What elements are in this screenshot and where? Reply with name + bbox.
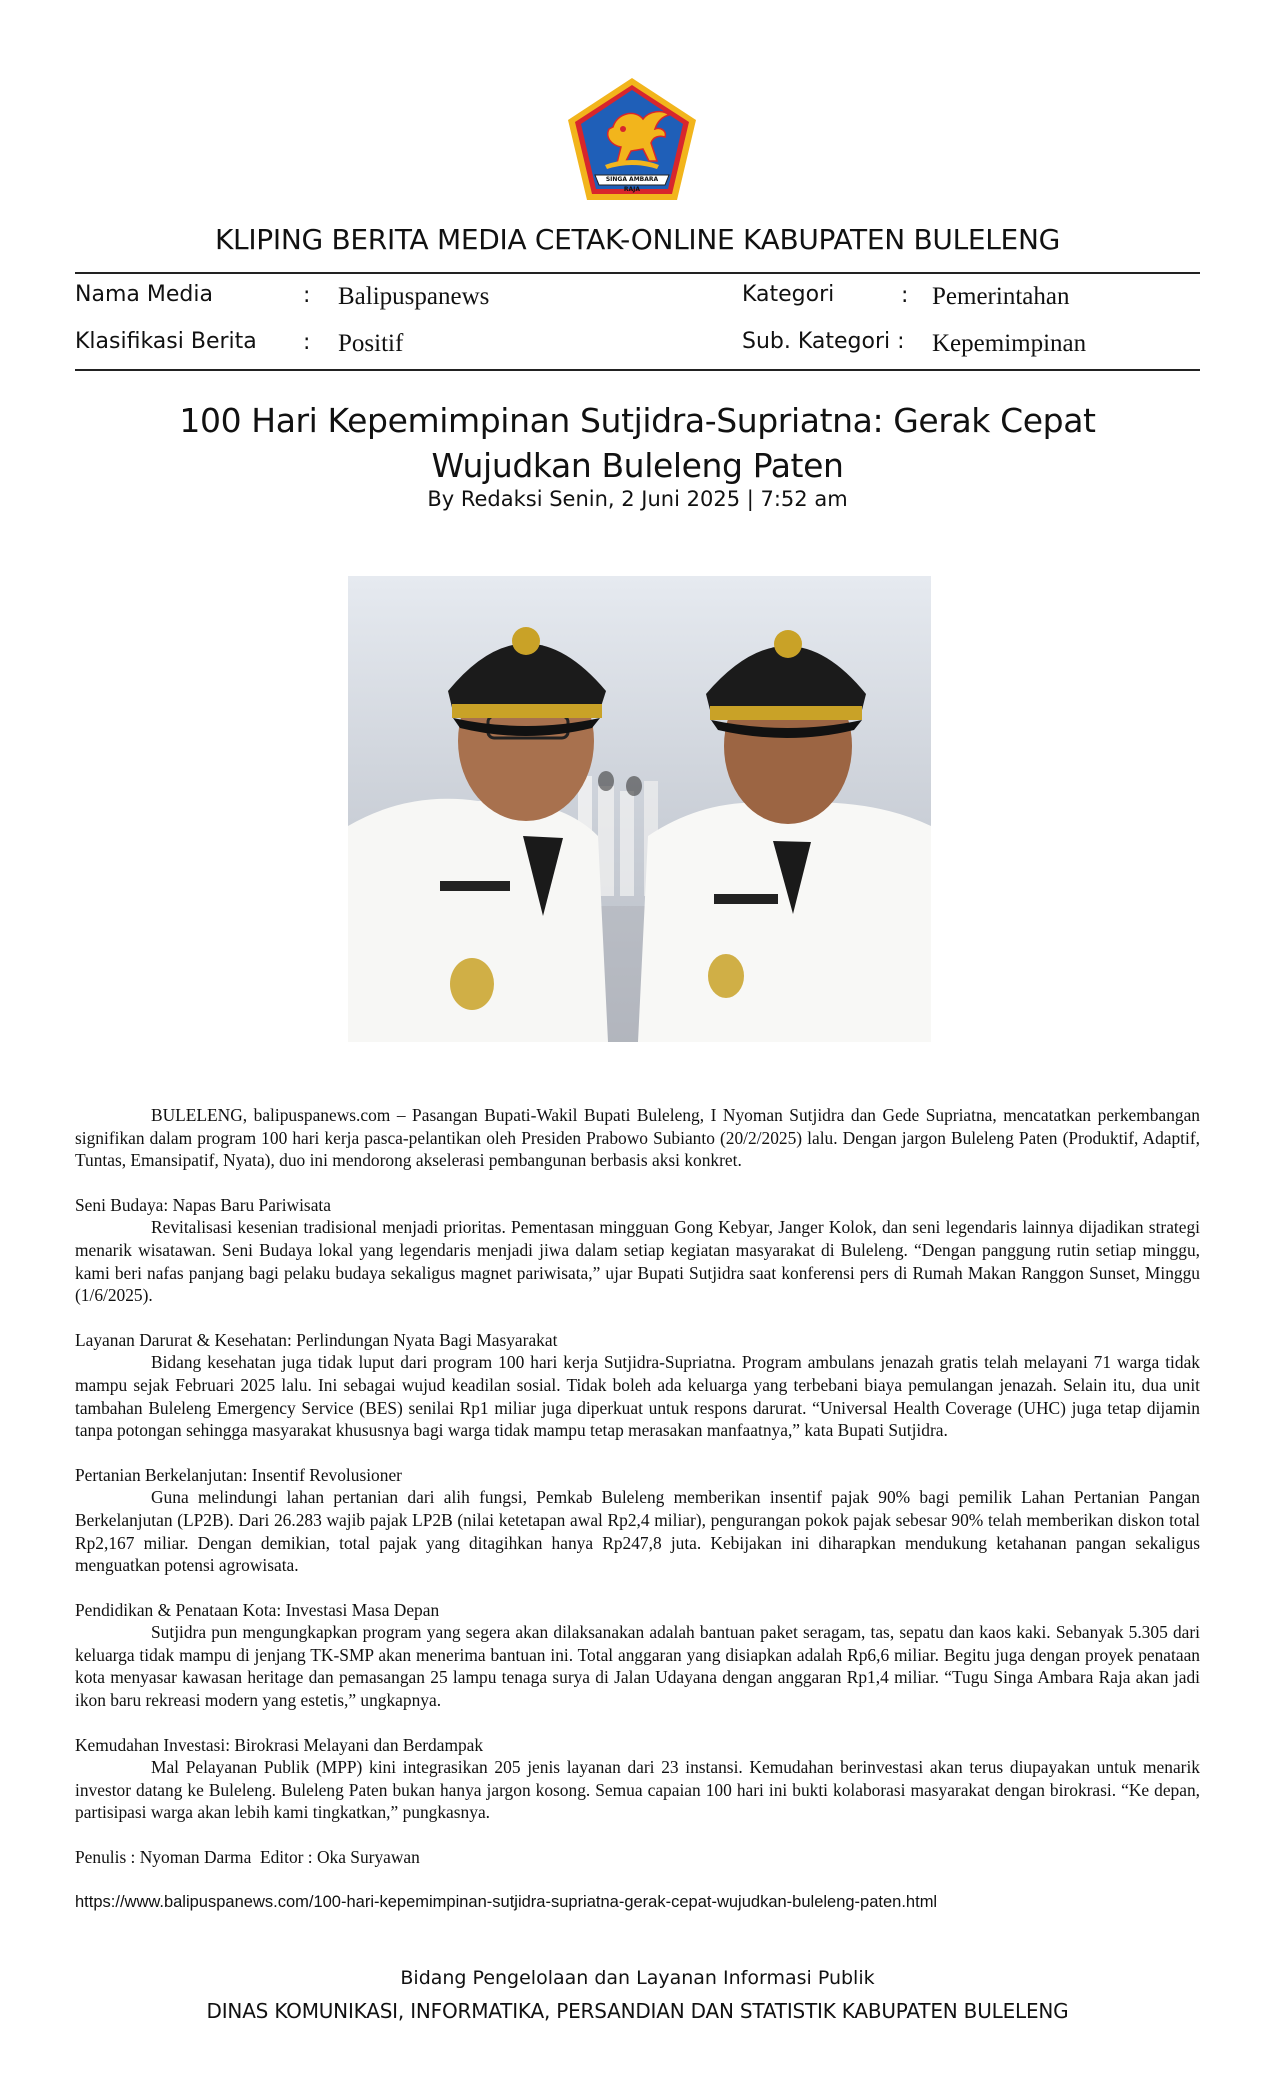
section-paragraph: Revitalisasi kesenian tradisional menjadi prioritas. Pementasan mingguan Gong Kebyar, Janger Kolok, dan seni legendaris lainnya dijadikan strategi menarik wisatawan. Seni Budaya lokal yang legendaris menjadi jiwa dalam setiap kegiatan masyarakat di Buleleng. “Dengan panggung rutin setiap minggu, kami beri nafas panjang bagi pelaku budaya sekaligus magnet pariwisata,” ujar Bupati Sutjidra saat konferensi pers di Rumah Makan Ranggon Sunset, Minggu (1/6/2025).	[75, 1217, 1200, 1306]
section-heading: Pertanian Berkelanjutan: Insentif Revolusioner	[75, 1464, 402, 1485]
footer-department: Bidang Pengelolaan dan Layanan Informasi Publik	[400, 1967, 875, 1989]
article-byline: By Redaksi Senin, 2 Juni 2025 | 7:52 am	[427, 487, 848, 511]
classification-label: Klasifikasi Berita	[75, 329, 257, 354]
subcategory-label: Sub. Kategori :	[742, 329, 905, 354]
category-colon: :	[901, 283, 909, 308]
section-heading: Kemudahan Investasi: Birokrasi Melayani dan Berdampak	[75, 1734, 484, 1755]
subcategory-value: Kepemimpinan	[932, 330, 1087, 357]
section-paragraph: Mal Pelayanan Publik (MPP) kini integrasikan 205 jenis layanan dari 23 instansi. Kemudahan berinvestasi akan terus diupayakan untuk menarik investor datang ke Buleleng. Buleleng Paten bukan hanya jargon kosong. Semua capaian 100 hari ini bukti kolaborasi masyarakat dengan birokrasi. “Ke depan, partisipasi warga akan lebih kami tingkatkan,” pungkasnya.	[75, 1757, 1200, 1823]
section-heading: Seni Budaya: Napas Baru Pariwisata	[75, 1194, 331, 1215]
category-value: Pemerintahan	[932, 283, 1070, 310]
media-name-value: Balipuspanews	[338, 283, 490, 310]
classification-colon: :	[303, 330, 311, 355]
header-divider-bottom	[75, 369, 1200, 371]
footer-agency: DINAS KOMUNIKASI, INFORMATIKA, PERSANDIAN DAN STATISTIK KABUPATEN BULELENG	[206, 1999, 1069, 2023]
officials-photo-icon	[348, 576, 931, 1042]
media-name-colon: :	[303, 283, 311, 308]
section-paragraph: Guna melindungi lahan pertanian dari alih fungsi, Pemkab Buleleng memberikan insentif pajak 90% bagi pemilik Lahan Pertanian Pangan Berkelanjutan (LP2B). Dari 26.283 wajib pajak LP2B (nilai ketetapan awal Rp2,4 miliar), pengurangan pokok pajak sebesar 90% telah memberikan diskon total Rp2,167 miliar. Dengan demikian, total pajak yang ditagihkan hanya Rp247,8 juta. Kebijakan ini diharapkan mendukung ketahanan pangan sekaligus menguatkan potensi agrowisata.	[75, 1487, 1200, 1576]
article-credits: Penulis : Nyoman Darma Editor : Oka Suryawan	[75, 1847, 420, 1868]
section-heading: Pendidikan & Penataan Kota: Investasi Masa Depan	[75, 1599, 440, 1620]
section-paragraph: Bidang kesehatan juga tidak luput dari program 100 hari kerja Sutjidra-Supriatna. Program ambulans jenazah gratis telah melayani 71 warga tidak mampu sejak Februari 2025 lalu. Ini sebagai wujud keadilan sosial. Tidak boleh ada keluarga yang terbebani biaya pemulangan jenazah. Selain itu, dua unit tambahan Buleleng Emergency Service (BES) senilai Rp1 miliar juga diperkuat untuk respons darurat. “Universal Health Coverage (UHC) juga tetap dijamin tanpa potongan sehingga masyarakat khususnya bagi warga tidak mampu tetap merasakan manfaatnya,” kata Bupati Sutjidra.	[75, 1352, 1200, 1441]
article-source-url[interactable]: https://www.balipuspanews.com/100-hari-kepemimpinan-sutjidra-supriatna-gerak-cepat-wujudkan-buleleng-paten.html	[75, 1892, 938, 1911]
media-name-label: Nama Media	[75, 282, 213, 307]
section-heading: Layanan Darurat & Kesehatan: Perlindungan Nyata Bagi Masyarakat	[75, 1329, 558, 1350]
clipping-header-title: KLIPING BERITA MEDIA CETAK-ONLINE KABUPATEN BULELENG	[214, 223, 1060, 256]
section-paragraph: Sutjidra pun mengungkapkan program yang segera akan dilaksanakan adalah bantuan paket seragam, tas, sepatu dan kaos kaki. Sebanyak 5.305 dari keluarga tidak mampu di jenjang TK-SMP akan menerima bantuan ini. Total anggaran yang disiapkan adalah Rp6,6 miliar. Begitu juga dengan proyek penataan kota menyasar kawasan heritage dan pemasangan 25 lampu tenaga surya di Jalan Udayana dengan anggaran Rp1,4 miliar. “Tugu Singa Ambara Raja akan jadi ikon baru rekreasi modern yang estetis,” ungkapnya.	[75, 1622, 1200, 1711]
classification-value: Positif	[338, 330, 404, 357]
article-body	[75, 1104, 1200, 1913]
article-title: 100 Hari Kepemimpinan Sutjidra-Supriatna: Gerak Cepat Wujudkan Buleleng Paten	[179, 401, 1096, 485]
category-label: Kategori	[742, 282, 835, 307]
article-intro: BULELENG, balipuspanews.com – Pasangan Bupati-Wakil Bupati Buleleng, I Nyoman Sutjidra dan Gede Supriatna, mencatatkan perkembangan signifikan dalam program 100 hari kerja pasca-pelantikan oleh Presiden Prabowo Subianto (20/2/2025) lalu. Dengan jargon Buleleng Paten (Produktif, Adaptif, Tuntas, Emansipatif, Nyata), duo ini mendorong akselerasi pembangunan berbasis aksi konkret.	[75, 1105, 1200, 1171]
singa-ambara-raja-emblem-icon	[565, 75, 699, 203]
emblem-banner-text: SINGA AMBARA RAJA	[605, 176, 659, 193]
header-divider-top	[75, 272, 1200, 274]
